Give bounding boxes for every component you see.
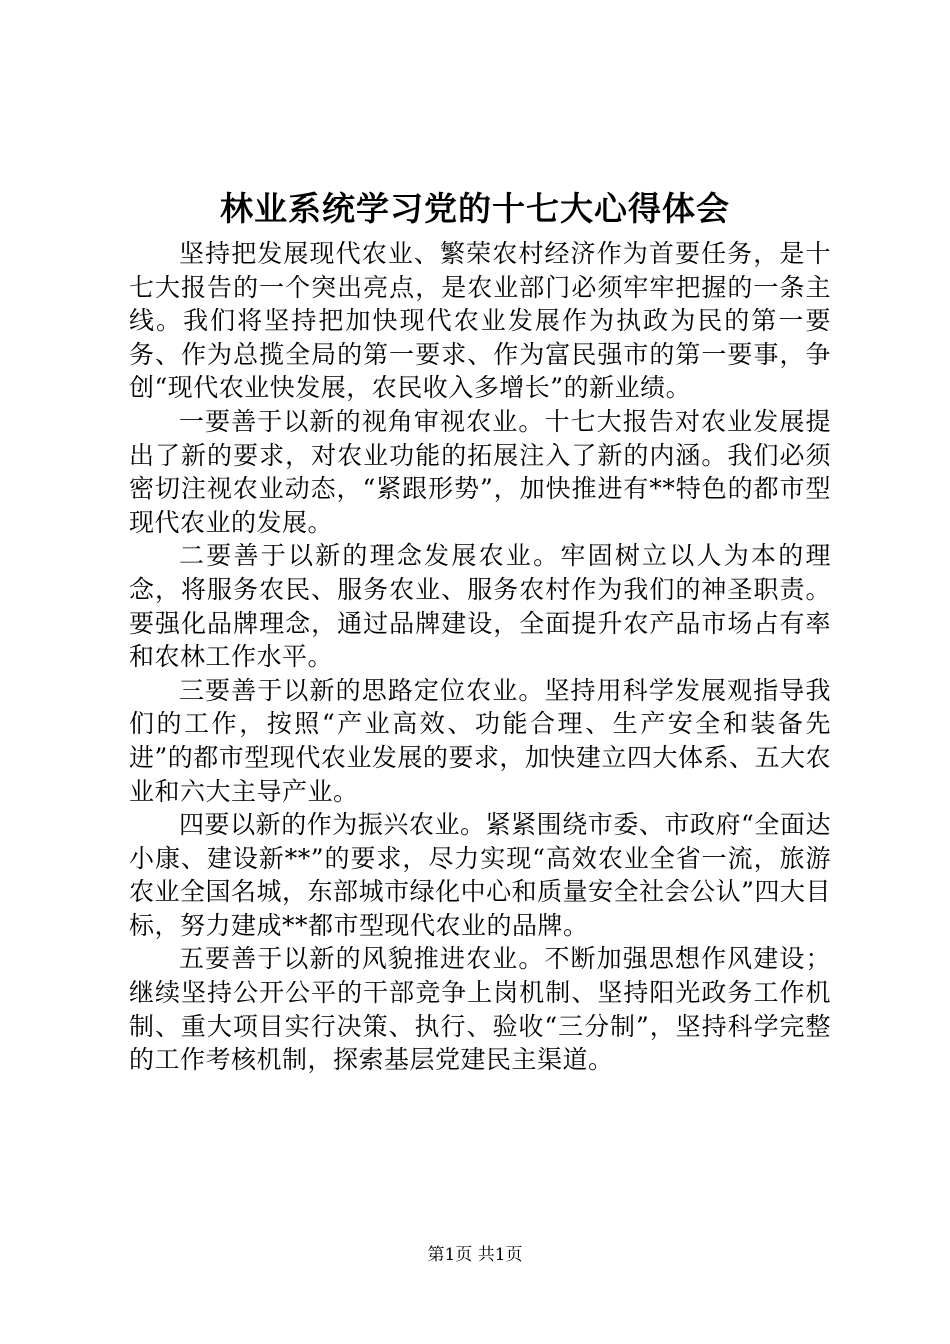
paragraph-point-4: 四要以新的作为振兴农业。紧紧围绕市委、市政府“全面达小康、建设新**”的要求，尽力实现“高效农业全省一流，旅游农业全国名城，东部城市绿化中心和质量安全社会公认”四大目标，努力建成**都市型现代农业的品牌。 [129, 810, 831, 940]
paragraph-point-1: 一要善于以新的视角审视农业。十七大报告对农业发展提出了新的要求，对农业功能的拓展注入了新的内涵。我们必须密切注视农业动态，“紧跟形势”，加快推进有**特色的都市型现代农业的发展。 [129, 406, 831, 537]
document-title: 林业系统学习党的十七大心得体会 [220, 189, 730, 228]
paragraph-intro: 坚持把发展现代农业、繁荣农村经济作为首要任务，是十七大报告的一个突出亮点，是农业部门必须牢牢把握的一条主线。我们将坚持把加快现代农业发展作为执政为民的第一要务、作为总揽全局的第一要求、作为富民强市的第一要事，争创“现代农业快发展，农民收入多增长”的新业绩。 [129, 239, 831, 403]
paragraph-point-2: 二要善于以新的理念发展农业。牢固树立以人为本的理念，将服务农民、服务农业、服务农村作为我们的神圣职责。要强化品牌理念，通过品牌建设，全面提升农产品市场占有率和农林工作水平。 [129, 541, 831, 672]
document-body [129, 237, 831, 1077]
paragraph-point-3: 三要善于以新的思路定位农业。坚持用科学发展观指导我们的工作，按照“产业高效、功能合理、生产安全和装备先进”的都市型现代农业发展的要求，加快建立四大体系、五大农业和六大主导产业。 [129, 675, 831, 806]
page-number-footer: 第1页 共1页 [427, 1245, 523, 1265]
paragraph-point-5: 五要善于以新的风貌推进农业。不断加强思想作风建设；继续坚持公开公平的干部竞争上岗机制、坚持阳光政务工作机制、重大项目实行决策、执行、验收“三分制”，坚持科学完整的工作考核机制，探索基层党建民主渠道。 [129, 944, 831, 1075]
